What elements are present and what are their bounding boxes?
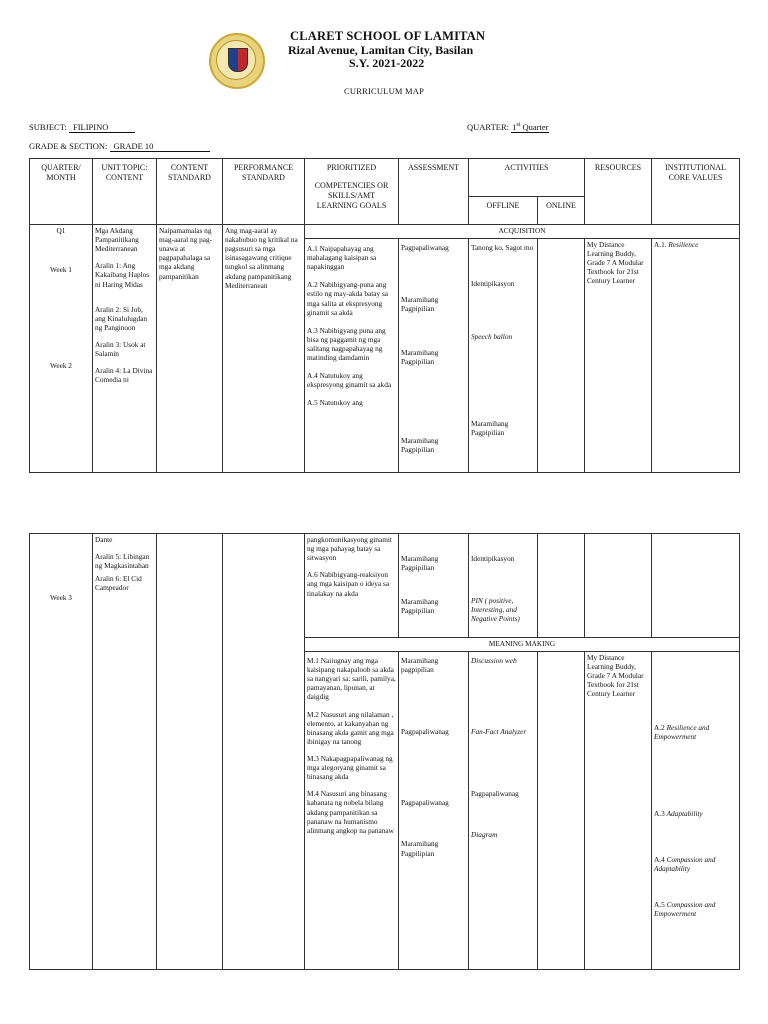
header-online: ONLINE [538,197,585,225]
header-resources: RESOURCES [585,159,652,225]
competency-m4: M.4 Nasusuri ang binasang kabanata ng nobela bilang akdang pampanitikan sa pananaw na humanismo alinmang angkop na pananaw [307,789,394,835]
grade-label: GRADE & SECTION: [29,141,108,151]
quarter-value [511,122,549,133]
offline-m1: Discussion web [471,656,517,665]
quarter-suffix: st [516,122,521,129]
offline-a3: Speech ballon [471,332,513,342]
mm-values-cell [652,652,740,970]
core-value-a5-prefix: A.5 [654,899,665,909]
header-activities: ACTIVITIES [469,159,585,197]
competency-m1: M.1 Naiiugnay ang mga kaisipang nakapaloob sa akda sa nangyari sa: sarili, pamilya, pamayanan, lipunan, at daigdig [307,656,396,702]
document-title: CURRICULUM MAP [344,86,425,96]
core-value-a5 [654,900,737,918]
core-value-a4-prefix: A.4 [654,855,665,865]
t2-first-row [30,534,740,638]
unit-title: Mga Akdang Pampanitikang Mediterranean [95,226,139,254]
curriculum-table-1 [29,158,740,473]
header-core-values: INSTITUTIONAL CORE VALUES [652,159,740,225]
week-3-label: Week 3 [50,593,72,602]
lesson-2: Aralin 2: Si Job, ang Kinalulugdan ng Panginoon [95,304,148,332]
lesson-1: Aralin 1: Ang Kakaibang Haplos ni Haring Midas [95,261,150,289]
competency-a3: A.3 Nabibigyang puna ang bisa ng paggamit ng mga salitang nagpapahayag ng matinding damdamin [307,325,386,363]
competency-m3: M.3 Nakapagpapaliwanag ng mga alegoryang ginamit sa binasang akda [307,753,393,782]
logo-shield-icon [228,48,248,72]
t2-offline-cell [469,534,538,638]
header-quarter: QUARTER/ MONTH [30,159,93,225]
school-year: S.Y. 2021-2022 [349,56,425,70]
assessment-a5b: Maramihang Pagpipilian [401,554,439,573]
core-value-a4-text: Compassion and Adaptability [654,855,716,874]
unit-topic-cell [93,225,157,473]
competency-a5: A.5 Natutukoy ang [307,398,363,408]
assessment-m2: Pagpapaliwanag [401,727,449,737]
quarter-line [467,122,549,133]
core-value-a1: Resilience [668,240,699,249]
curriculum-table-2 [29,533,740,970]
content-standard-cell: Naipamamalas ng mag-aaral ng pag-unawa at pagpapahalaga sa mga akdang pampanitikan [157,225,223,473]
core-value-a3-prefix: A.3 [654,809,665,819]
quarter-word: Quarter [522,122,549,132]
offline-m2: Fan-Fact Analyzer [471,727,527,737]
quarter-label: QUARTER: [467,122,509,132]
assessment-a3: Maramihang Pagpipilian [401,348,439,367]
grade-value: GRADE 10 [110,141,210,152]
lesson-3: Aralin 3: Usok at Salamin [95,339,146,359]
school-address: Rizal Avenue, Lamitan City, Basilan [288,43,474,57]
unit-continued: Dante [95,535,113,544]
grade-line [29,141,210,152]
offline-cell [469,239,538,473]
lesson-6: Aralin 6: El Cid Campeador [95,574,142,593]
competency-a1: A.1 Naipapahayag ang mahalagang kaisipan sa napakinggan [307,244,377,272]
school-logo-icon [209,33,265,89]
resources-cell: My Distance Learning Buddy, Grade 7 A Modular Textbook for 21st Century Learner [585,239,652,473]
core-value-a3-text: Adaptability [666,809,703,819]
quarter-number: 1 [512,122,517,132]
acquisition-label: ACQUISITION [305,225,740,239]
competency-m2: M.2 Nasusuri ang nilalaman , elemento, at kakanyahan ng binasang akda gamit ang mga ibinigay na tanong [307,709,394,746]
quarter-q1: Q1 [56,226,66,235]
competency-a4: A.4 Natutukoy ang ekspresyong ginamit sa akda [307,371,392,390]
offline-m3: Pagpapaliwanag [471,789,519,799]
subject-value: FILIPINO [69,122,135,133]
meaning-making-label: MEANING MAKING [305,638,740,652]
header-content-standard: CONTENT STANDARD [157,159,223,225]
offline-a1: Tanong ko, Sagot mo [471,243,534,252]
acquisition-row [30,225,740,239]
assessment-a1: Pagpapaliwanag [401,243,449,252]
competency-a2: A.2 Nabibigyang-puna ang estilo ng may-akda batay sa mga salita at ekspresyong ginamit sa akda [307,280,389,317]
assessment-m4: Maramihang Pagpilipian [401,839,439,858]
t2-quarter-cell [30,534,93,970]
core-value-a4 [654,855,737,873]
header-prioritized [305,159,399,225]
competency-a5-cont: pangkomunikasyong ginamit ng mga pahayag batay sa sitwasyon [307,535,392,563]
competency-a6: A.6 Nabibigyang-reaksiyon ang mga kaisipan o ideya sa tinalakay na akda [307,570,390,598]
competencies-cell [305,239,399,473]
assessment-a2: Maramihang Pagpipilian [401,295,439,314]
week-1-label: Week 1 [50,265,72,275]
assessment-m1: Maramihang pagpipilian [401,656,439,675]
performance-standard-cell: Ang mag-aaral ay nakabubuo ng kritikal na pagsusuri sa mga isinasagawang critique tungkol sa alinmang akdang pampanitikang Mediterranean [223,225,305,473]
subject-line [29,122,135,133]
assessment-a5: Maramihang Pagpipilian [401,435,439,454]
offline-a5b: Identipikasyon [471,554,515,563]
assessment-cell [399,239,469,473]
mm-offline-cell [469,652,538,970]
mm-online-cell [538,652,585,970]
core-value-a5-text: Compassion and Empowerment [654,899,716,918]
core-value-a3 [654,809,737,818]
offline-a2: Identipikasyon [471,279,515,289]
t2-competencies-cell [305,534,399,638]
header-prioritized-label: PRIORITIZED [326,163,377,172]
core-value-a2-prefix: A.2 [654,723,665,732]
t2-performance-standard-cell [223,534,305,970]
t2-online-cell [538,534,585,638]
header-assessment: ASSESSMENT [399,159,469,225]
offline-a6: PIN ( positive, Interesting, and Negative Points) [471,596,520,624]
header-competencies-label: COMPETENCIES OR SKILLS/AMT LEARNING GOALS [314,181,389,210]
mm-resources-cell: My Distance Learning Buddy, Grade 7 A Modular Textbook for 21st Century Learner [585,652,652,970]
school-name: CLARET SCHOOL OF LAMITAN [290,29,486,43]
header-row [30,159,740,197]
week-2-label: Week 2 [50,361,72,371]
online-cell [538,239,585,473]
t2-content-standard-cell [157,534,223,970]
header-unit-topic: UNIT TOPIC: CONTENT [93,159,157,225]
assessment-m3: Pagpapaliwanag [401,798,449,808]
assessment-a6: Maramihang Pagpipilian [401,597,439,616]
t2-unit-topic-cell [93,534,157,970]
quarter-cell [30,225,93,473]
core-value-a2 [654,723,737,741]
lesson-5: Aralin 5: Libingan ng Magkasintahan [95,552,150,571]
lesson-4: Aralin 4: La Divina Comedia ni [95,366,153,385]
t2-values-empty [652,534,740,638]
core-value-a1-prefix: A.1. [654,240,667,249]
t2-assessment-cell [399,534,469,638]
header-performance-standard: PERFORMANCE STANDARD [223,159,305,225]
header-offline: OFFLINE [469,197,538,225]
offline-m4: Diagram [471,830,498,840]
core-value-a2-text: Resilience and Empowerment [654,723,710,742]
mm-assessment-cell [399,652,469,970]
offline-a5: Maramihang Pagpipilian [471,419,509,438]
subject-label: SUBJECT: [29,122,67,132]
core-values-cell [652,239,740,473]
t2-resources-empty [585,534,652,638]
mm-competencies-cell [305,652,399,970]
